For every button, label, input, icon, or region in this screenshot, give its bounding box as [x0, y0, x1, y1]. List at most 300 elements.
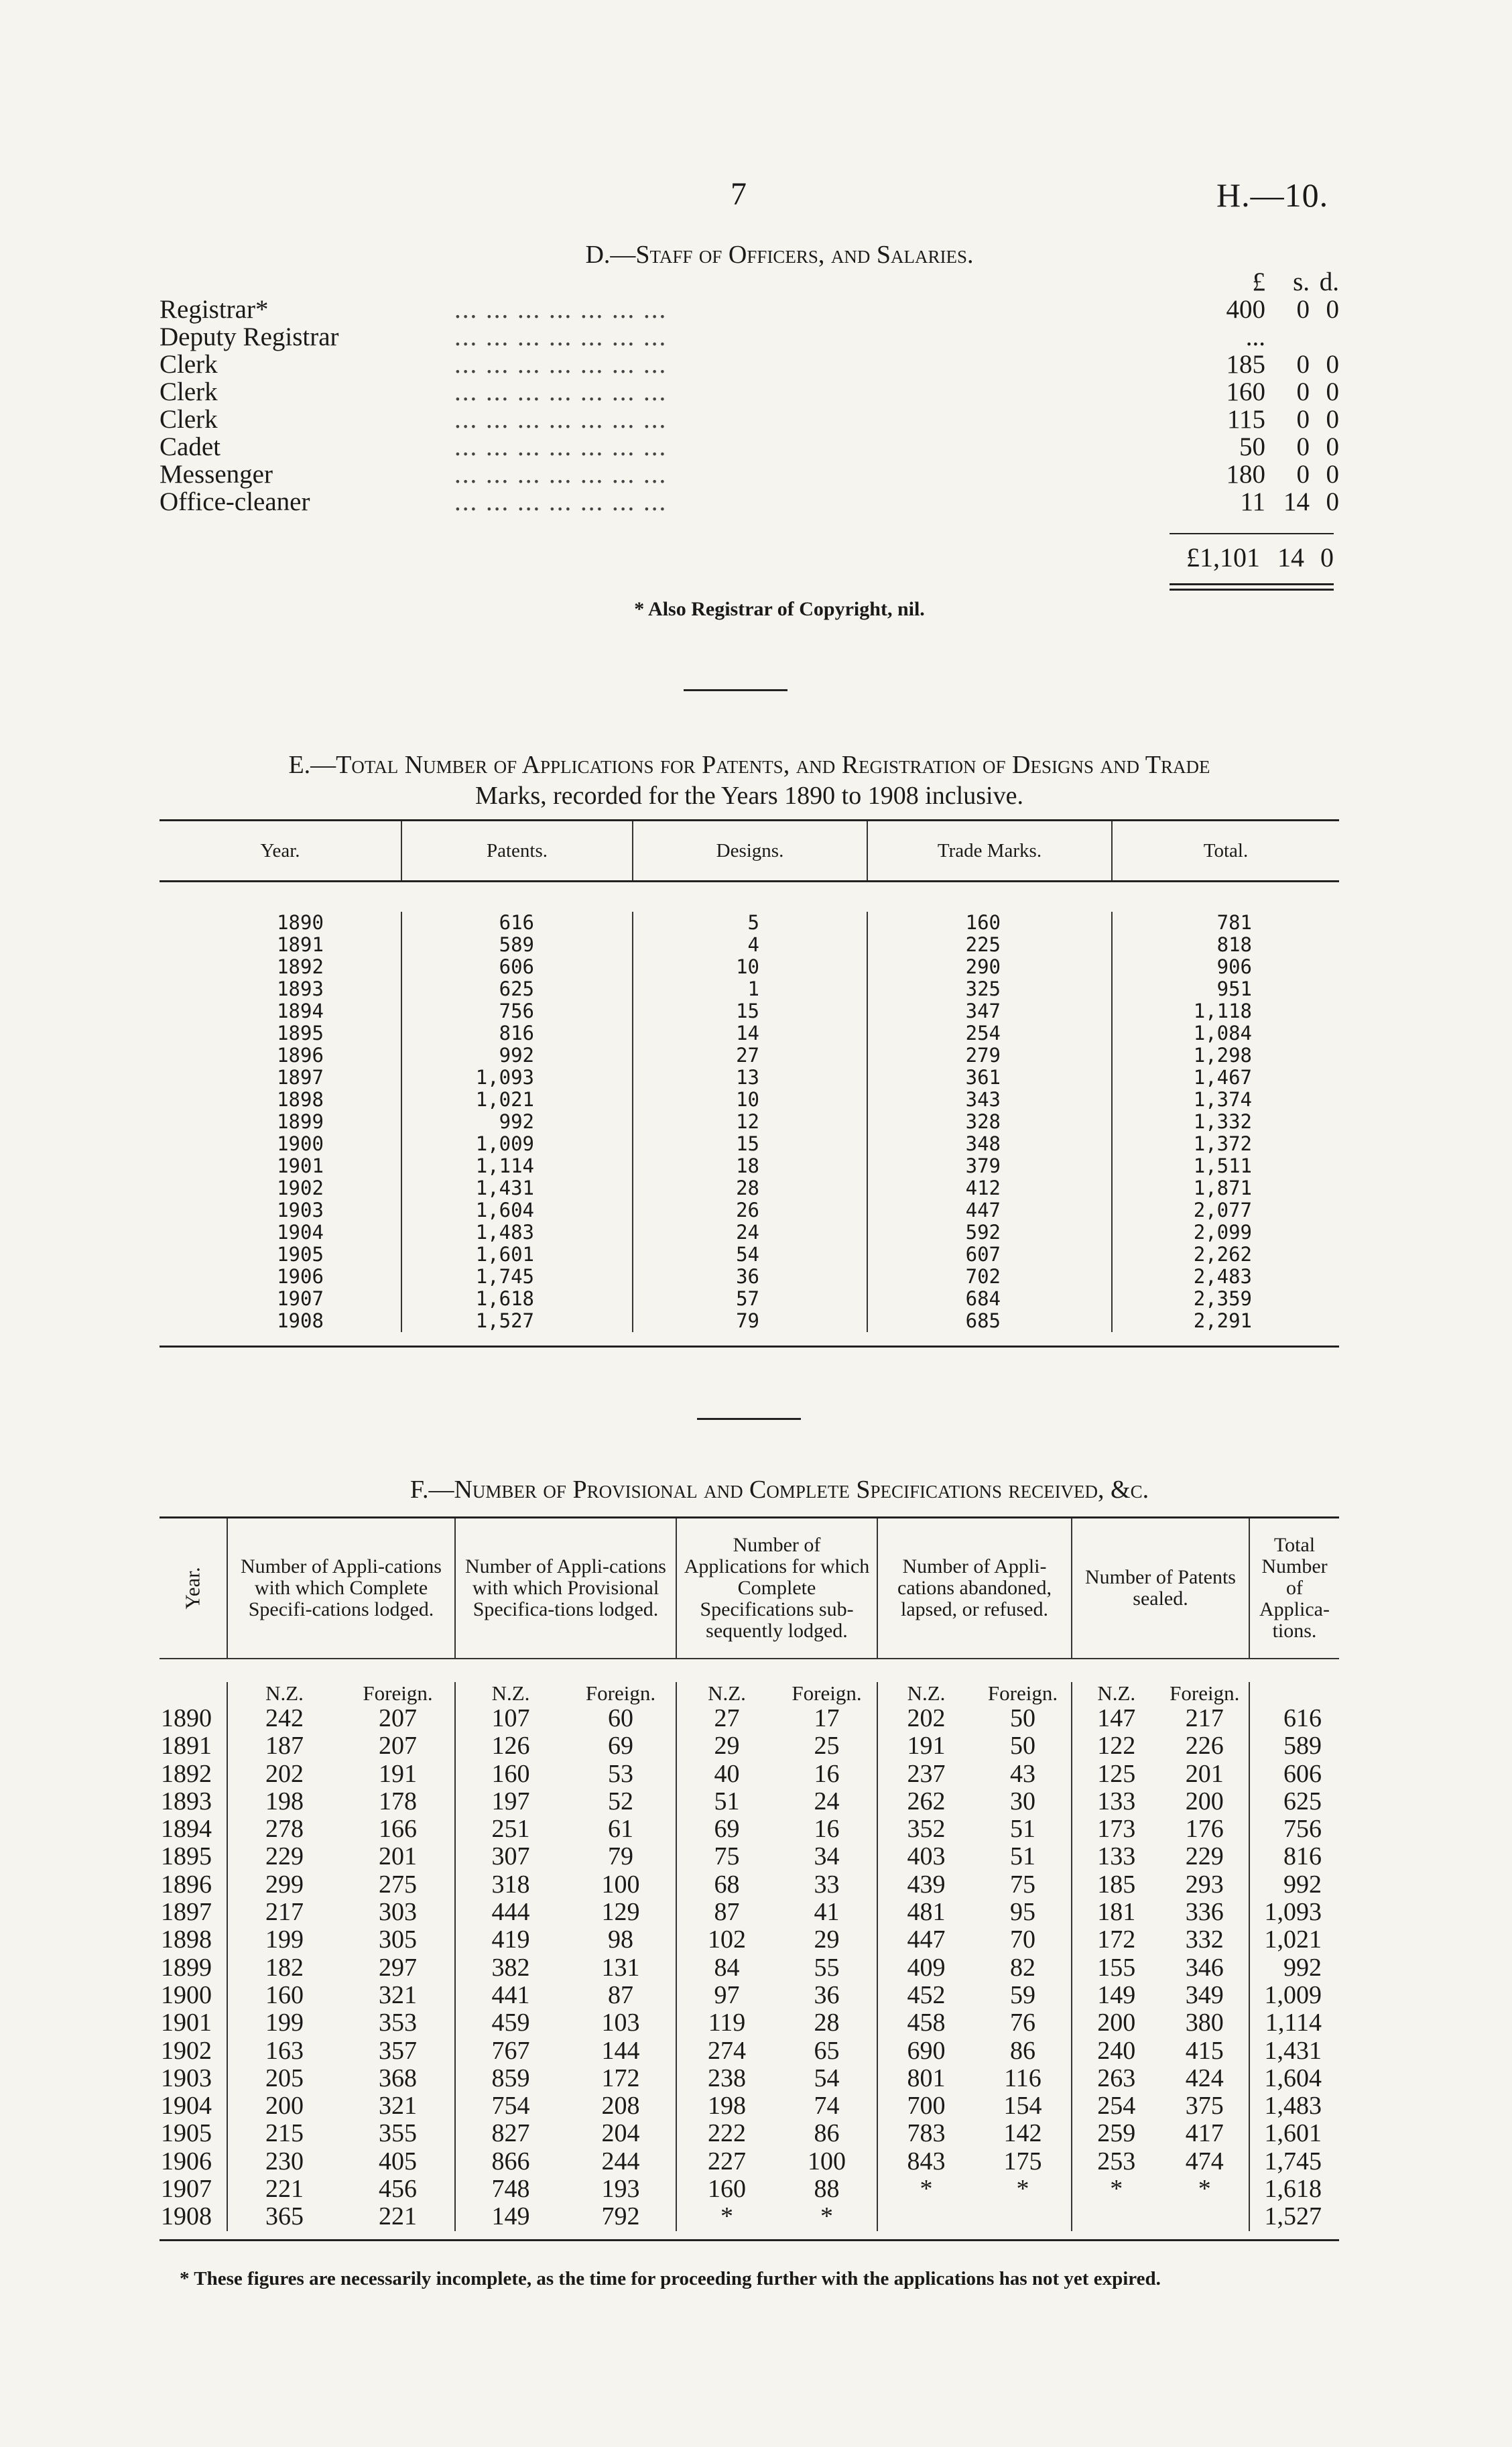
staff-row	[160, 487, 1339, 514]
sealed-foreign-cell: 380	[1185, 2009, 1224, 2037]
total-double-rule	[1170, 583, 1334, 591]
total-cell: 1,483	[1264, 2092, 1322, 2121]
abandoned-nz-cell: 439	[907, 1870, 946, 1899]
patents-cell: 589	[499, 933, 534, 956]
subsequent-foreign-cell: 54	[814, 2064, 840, 2092]
staff-row	[160, 322, 1339, 349]
year-cell: 1896	[277, 1044, 324, 1067]
staff-title: Clerk	[160, 377, 218, 406]
subsequent-foreign-cell: 36	[814, 1980, 840, 2009]
abandoned-nz-cell: 783	[907, 2119, 946, 2148]
year-cell: 1897	[277, 1066, 324, 1089]
leader-dots: ... ... ... ... ... ... ...	[454, 322, 668, 351]
total-cell: 1,332	[1193, 1110, 1252, 1133]
complete-nz-cell: 217	[265, 1898, 304, 1927]
complete-nz-cell: 160	[265, 1980, 304, 2009]
subsequent-foreign-cell: 33	[814, 1870, 840, 1899]
staff-row	[160, 377, 1339, 404]
complete-nz-cell: 205	[265, 2064, 304, 2092]
sealed-foreign-cell: 424	[1185, 2064, 1224, 2092]
total-cell: 1,527	[1264, 2202, 1322, 2231]
patents-cell: 1,009	[475, 1132, 534, 1155]
sealed-nz-cell: 149	[1097, 1980, 1136, 2009]
trade-marks-cell: 592	[965, 1221, 1001, 1244]
staff-title: Deputy Registrar	[160, 322, 339, 351]
total-cell: 2,077	[1193, 1199, 1252, 1221]
salary-shillings: 14	[1283, 487, 1310, 516]
designs-cell: 36	[736, 1265, 759, 1288]
trade-marks-column-header: Trade Marks.	[867, 821, 1111, 880]
leader-dots: ... ... ... ... ... ... ...	[454, 405, 668, 434]
complete-nz-cell: 230	[265, 2147, 304, 2175]
nz-subheader: N.Z.	[491, 1681, 530, 1705]
complete-foreign-cell: 275	[379, 1870, 417, 1899]
salary-shillings: 0	[1296, 460, 1310, 489]
designs-cell: 79	[736, 1309, 759, 1332]
year-column	[160, 1682, 227, 2231]
foreign-subheader: Foreign.	[987, 1681, 1058, 1705]
abandoned-nz-cell: 403	[907, 1842, 946, 1871]
trade-marks-cell: 225	[965, 933, 1001, 956]
provisional-foreign-cell: 79	[608, 1842, 633, 1871]
year-cell: 1891	[161, 1732, 212, 1760]
year-column-header: Year.	[180, 1567, 204, 1610]
salary-pounds: 115	[1226, 405, 1265, 434]
staff-title: Cadet	[160, 432, 220, 461]
patents-cell: 1,601	[475, 1243, 534, 1266]
total-pounds: £1,101	[1186, 542, 1260, 573]
staff-title: Clerk	[160, 405, 218, 434]
provisional-foreign-cell: 131	[601, 1953, 640, 1982]
trade-marks-cell: 702	[965, 1265, 1001, 1288]
staff-row	[160, 459, 1339, 487]
sealed-column	[1071, 1682, 1249, 2231]
designs-cell: 12	[736, 1110, 759, 1133]
staff-row	[160, 404, 1339, 432]
total-column-header: Total Number of Applica-tions.	[1249, 1518, 1339, 1658]
year-cell: 1896	[161, 1870, 212, 1899]
abandoned-foreign-cell: 50	[1010, 1704, 1035, 1732]
trade-marks-cell: 160	[965, 911, 1001, 934]
abandoned-nz-cell: 237	[907, 1759, 946, 1788]
year-cell: 1894	[277, 1000, 324, 1022]
sealed-nz-cell: 200	[1097, 2009, 1136, 2037]
complete-foreign-cell: 166	[379, 1815, 417, 1844]
subsequent-foreign-cell: 74	[814, 2092, 840, 2121]
abandoned-nz-cell: 352	[907, 1815, 946, 1844]
provisional-foreign-cell: 208	[601, 2092, 640, 2121]
total-cell: 992	[1283, 1870, 1322, 1899]
total-cell: 1,372	[1193, 1132, 1252, 1155]
provisional-foreign-cell: 53	[608, 1759, 633, 1788]
abandoned-foreign-cell: 30	[1010, 1787, 1035, 1815]
designs-cell: 4	[747, 933, 759, 956]
subsequent-nz-cell: 97	[714, 1980, 740, 2009]
abandoned-foreign-cell: 86	[1010, 2036, 1035, 2065]
subsequent-foreign-cell: 24	[814, 1787, 840, 1815]
complete-foreign-cell: 321	[379, 2092, 417, 2121]
provisional-foreign-cell: 100	[601, 1870, 640, 1899]
subsequent-nz-cell: 198	[708, 2092, 746, 2121]
total-column-header: Total.	[1111, 821, 1339, 880]
total-cell: 1,745	[1264, 2147, 1322, 2175]
complete-nz-cell: 199	[265, 1925, 304, 1954]
salary-pence: 0	[1326, 405, 1339, 434]
designs-cell: 54	[736, 1243, 759, 1266]
total-cell: 2,291	[1193, 1309, 1252, 1332]
provisional-foreign-cell: 244	[601, 2147, 640, 2175]
total-cell: 1,114	[1265, 2009, 1322, 2037]
applications-title	[160, 750, 1339, 811]
complete-foreign-cell: 353	[379, 2009, 417, 2037]
provisional-nz-cell: 767	[491, 2036, 530, 2065]
year-cell: 1893	[161, 1787, 212, 1815]
salary-pence: 0	[1326, 350, 1339, 379]
year-cell: 1906	[277, 1265, 324, 1288]
total-cell: 1,118	[1193, 1000, 1252, 1022]
subsequent-nz-cell: 40	[714, 1759, 740, 1788]
abandoned-nz-cell: 700	[907, 2092, 946, 2121]
provisional-nz-cell: 859	[491, 2064, 530, 2092]
subsequent-foreign-cell: 16	[814, 1815, 840, 1844]
sealed-foreign-cell: 217	[1185, 1704, 1224, 1732]
provisional-foreign-cell: 61	[608, 1815, 633, 1844]
year-cell: 1904	[277, 1221, 324, 1244]
provisional-foreign-cell: 144	[601, 2036, 640, 2065]
complete-nz-cell: 182	[265, 1953, 304, 1982]
total-cell: 1,374	[1193, 1088, 1252, 1111]
abandoned-foreign-cell: 76	[1010, 2009, 1035, 2037]
patents-cell: 1,021	[475, 1088, 534, 1111]
sealed-foreign-cell: 349	[1185, 1980, 1224, 2009]
total-cell: 1,009	[1264, 1980, 1322, 2009]
subsequent-nz-cell: 102	[708, 1925, 746, 1954]
sealed-column-header: Number of Patents sealed.	[1071, 1518, 1249, 1658]
year-cell: 1895	[277, 1022, 324, 1045]
provisional-foreign-cell: 52	[608, 1787, 633, 1815]
patents-cell: 1,114	[475, 1154, 534, 1177]
complete-nz-cell: 221	[265, 2175, 304, 2204]
complete-nz-cell: 229	[265, 1842, 304, 1871]
patents-cell: 992	[499, 1044, 534, 1067]
total-cell: 781	[1216, 911, 1252, 934]
patents-cell: 816	[499, 1022, 534, 1045]
sealed-nz-cell: 240	[1097, 2036, 1136, 2065]
sealed-foreign-cell: 346	[1185, 1953, 1224, 1982]
salary-shillings: 0	[1296, 405, 1310, 434]
total-cell: 951	[1216, 977, 1252, 1000]
provisional-nz-cell: 754	[491, 2092, 530, 2121]
total-pence: 0	[1320, 542, 1334, 573]
total-cell: 1,431	[1264, 2036, 1322, 2065]
sealed-nz-cell: 254	[1097, 2092, 1136, 2121]
specifications-table	[160, 1516, 1339, 2241]
patents-cell: 606	[499, 955, 534, 978]
abandoned-foreign-cell: 175	[1003, 2147, 1042, 2175]
patents-cell: 1,745	[475, 1265, 534, 1288]
salary-pounds: 180	[1226, 460, 1265, 489]
specifications-footnote: * These figures are necessarily incomplete, as the time for proceeding further with the applications has not yet expired.	[180, 2268, 1161, 2289]
subsequent-nz-cell: *	[720, 2202, 733, 2231]
staff-row	[160, 432, 1339, 459]
complete-foreign-cell: 368	[379, 2064, 417, 2092]
trade-marks-cell: 685	[965, 1309, 1001, 1332]
staff-title: Office-cleaner	[160, 487, 310, 516]
provisional-foreign-cell: 172	[601, 2064, 640, 2092]
complete-foreign-cell: 297	[379, 1953, 417, 1982]
patents-cell: 992	[499, 1110, 534, 1133]
complete-nz-cell: 198	[265, 1787, 304, 1815]
complete-foreign-cell: 207	[379, 1732, 417, 1760]
leader-dots: ... ... ... ... ... ... ...	[454, 377, 668, 406]
total-cell: 2,099	[1193, 1221, 1252, 1244]
provisional-nz-cell: 866	[491, 2147, 530, 2175]
abandoned-nz-cell: 202	[907, 1704, 946, 1732]
designs-cell: 26	[736, 1199, 759, 1221]
year-cell: 1895	[161, 1842, 212, 1871]
total-cell: 1,601	[1264, 2119, 1322, 2148]
applications-table-header	[160, 819, 1339, 882]
subsequent-foreign-cell: *	[820, 2202, 833, 2231]
trade-marks-cell: 328	[965, 1110, 1001, 1133]
staff-title: Registrar*	[160, 295, 269, 324]
subsequent-nz-cell: 222	[708, 2119, 746, 2148]
complete-foreign-cell: 305	[379, 1925, 417, 1954]
salary-pounds: 160	[1226, 377, 1265, 406]
provisional-nz-cell: 444	[491, 1898, 530, 1927]
sealed-foreign-cell: 201	[1185, 1759, 1224, 1788]
total-cell: 1,871	[1193, 1177, 1252, 1199]
sealed-nz-cell: *	[1110, 2175, 1123, 2204]
patents-cell: 1,483	[475, 1221, 534, 1244]
total-cell: 816	[1283, 1842, 1322, 1871]
staff-row	[160, 294, 1339, 322]
provisional-nz-cell: 107	[491, 1704, 530, 1732]
patents-cell: 625	[499, 977, 534, 1000]
abandoned-foreign-cell: 59	[1010, 1980, 1035, 2009]
designs-cell: 10	[736, 1088, 759, 1111]
complete-nz-cell: 365	[265, 2202, 304, 2231]
leader-dots: ... ... ... ... ... ... ...	[454, 460, 668, 489]
specifications-table-header	[160, 1518, 1339, 1658]
trade-marks-cell: 347	[965, 1000, 1001, 1022]
document-reference: H.—10.	[1216, 176, 1329, 214]
provisional-nz-cell: 459	[491, 2009, 530, 2037]
provisional-column-header: Number of Appli-cations with which Provisional Specifica-tions lodged.	[454, 1518, 676, 1658]
provisional-nz-cell: 318	[491, 1870, 530, 1899]
designs-cell: 28	[736, 1177, 759, 1199]
trade-marks-cell: 447	[965, 1199, 1001, 1221]
sealed-foreign-cell: 375	[1185, 2092, 1224, 2121]
complete-nz-cell: 299	[265, 1870, 304, 1899]
trade-marks-cell: 290	[965, 955, 1001, 978]
trade-marks-cell: 348	[965, 1132, 1001, 1155]
complete-nz-cell: 278	[265, 1815, 304, 1844]
year-cell: 1907	[277, 1287, 324, 1310]
year-cell: 1907	[161, 2175, 212, 2204]
sealed-nz-cell	[1072, 2203, 1161, 2230]
abandoned-foreign-cell: *	[1016, 2175, 1029, 2204]
sealed-nz-cell: 122	[1097, 1732, 1136, 1760]
year-column-header: Year.	[260, 839, 300, 861]
trade-marks-cell: 254	[965, 1022, 1001, 1045]
subsequent-foreign-cell: 34	[814, 1842, 840, 1871]
year-cell: 1890	[161, 1704, 212, 1732]
abandoned-nz-cell: 191	[907, 1732, 946, 1760]
complete-nz-cell: 163	[265, 2036, 304, 2065]
abandoned-foreign-cell: 142	[1003, 2119, 1042, 2148]
provisional-foreign-cell: 98	[608, 1925, 633, 1954]
total-cell: 606	[1283, 1759, 1322, 1788]
subsequent-nz-cell: 29	[714, 1732, 740, 1760]
applications-title-line2: Marks, recorded for the Years 1890 to 1908 inclusive.	[475, 782, 1023, 810]
total-cell: 1,021	[1264, 1925, 1322, 1954]
total-cell: 1,511	[1193, 1154, 1252, 1177]
complete-nz-cell: 187	[265, 1732, 304, 1760]
subsequent-foreign-cell: 65	[814, 2036, 840, 2065]
provisional-nz-cell: 748	[491, 2175, 530, 2204]
subsequent-nz-cell: 160	[708, 2175, 746, 2204]
abandoned-nz-cell: 843	[907, 2147, 946, 2175]
staff-footnote: * Also Registrar of Copyright, nil.	[634, 598, 925, 620]
year-cell: 1894	[161, 1815, 212, 1844]
sealed-nz-cell: 125	[1097, 1759, 1136, 1788]
complete-foreign-cell: 456	[379, 2175, 417, 2204]
subsequent-nz-cell: 274	[708, 2036, 746, 2065]
staff-title: Clerk	[160, 350, 218, 379]
salary-pence: 0	[1326, 432, 1339, 461]
patents-column-header: Patents.	[401, 821, 632, 880]
complete-foreign-cell: 355	[379, 2119, 417, 2148]
sealed-foreign-cell: 229	[1185, 1842, 1224, 1871]
designs-column	[632, 912, 867, 1332]
abandoned-foreign-cell: 116	[1004, 2064, 1042, 2092]
salary-shillings: 0	[1296, 432, 1310, 461]
salary-shillings: 0	[1296, 295, 1310, 324]
abandoned-nz-cell: 409	[907, 1953, 946, 1982]
salary-pounds: ...	[1245, 322, 1265, 351]
subsequent-nz-cell: 27	[714, 1704, 740, 1732]
year-column	[160, 912, 401, 1332]
complete-nz-cell: 242	[265, 1704, 304, 1732]
complete-nz-cell: 200	[265, 2092, 304, 2121]
year-cell: 1903	[161, 2064, 212, 2092]
total-cell: 2,359	[1193, 1287, 1252, 1310]
complete-foreign-cell: 178	[379, 1787, 417, 1815]
sealed-foreign-cell: 332	[1185, 1925, 1224, 1954]
trade-marks-cell: 325	[965, 977, 1001, 1000]
subsequent-foreign-cell: 86	[814, 2119, 840, 2148]
total-cell: 1,604	[1264, 2064, 1322, 2092]
sealed-foreign-cell	[1161, 2203, 1249, 2230]
currency-header-row	[160, 267, 1339, 294]
trade-marks-column	[867, 912, 1111, 1332]
year-cell: 1908	[277, 1309, 324, 1332]
year-cell: 1897	[161, 1898, 212, 1927]
total-cell: 756	[1283, 1815, 1322, 1844]
year-cell: 1892	[277, 955, 324, 978]
sealed-foreign-cell: *	[1198, 2175, 1211, 2204]
provisional-nz-cell: 160	[491, 1759, 530, 1788]
provisional-column	[454, 1682, 676, 2231]
sealed-nz-cell: 133	[1097, 1787, 1136, 1815]
complete-nz-cell: 199	[265, 2009, 304, 2037]
total-shillings: 14	[1277, 542, 1304, 573]
specifications-table-body	[160, 1658, 1339, 2239]
complete-column-header: Number of Appli-cations with which Complete Specifi-cations lodged.	[227, 1518, 454, 1658]
provisional-nz-cell: 307	[491, 1842, 530, 1871]
abandoned-nz-cell: 801	[907, 2064, 946, 2092]
nz-subheader: N.Z.	[708, 1681, 746, 1705]
staff-row	[160, 349, 1339, 377]
total-cell: 1,298	[1193, 1044, 1252, 1067]
subsequent-nz-cell: 227	[708, 2147, 746, 2175]
abandoned-foreign-cell: 154	[1003, 2092, 1042, 2121]
designs-cell: 1	[747, 977, 759, 1000]
subsequent-nz-cell: 68	[714, 1870, 740, 1899]
complete-foreign-cell: 221	[379, 2202, 417, 2231]
year-cell: 1898	[277, 1088, 324, 1111]
trade-marks-cell: 412	[965, 1177, 1001, 1199]
sealed-nz-cell: 172	[1097, 1925, 1136, 1954]
sealed-foreign-cell: 200	[1185, 1787, 1224, 1815]
total-column	[1249, 1682, 1339, 2231]
abandoned-foreign-cell: 43	[1010, 1759, 1035, 1788]
total-cell: 992	[1283, 1953, 1322, 1982]
complete-foreign-cell: 357	[379, 2036, 417, 2065]
trade-marks-cell: 684	[965, 1287, 1001, 1310]
provisional-foreign-cell: 87	[608, 1980, 633, 2009]
abandoned-nz-cell: 262	[907, 1787, 946, 1815]
provisional-nz-cell: 441	[491, 1980, 530, 2009]
patents-column	[401, 912, 632, 1332]
abandoned-nz-cell: 481	[907, 1898, 946, 1927]
provisional-foreign-cell: 193	[601, 2175, 640, 2204]
year-cell: 1905	[161, 2119, 212, 2148]
total-cell: 589	[1283, 1732, 1322, 1760]
year-cell: 1900	[161, 1980, 212, 2009]
complete-foreign-cell: 321	[379, 1980, 417, 2009]
year-cell: 1898	[161, 1925, 212, 1954]
sealed-nz-cell: 259	[1097, 2119, 1136, 2148]
applications-title-line1: E.—Total Number of Applications for Patents, and Registration of Designs and Trade	[288, 751, 1210, 779]
trade-marks-cell: 361	[965, 1066, 1001, 1089]
pence-header: d.	[1319, 267, 1339, 296]
leader-dots: ... ... ... ... ... ... ...	[454, 432, 668, 461]
abandoned-nz-cell: 447	[907, 1925, 946, 1954]
designs-cell: 15	[736, 1132, 759, 1155]
salary-shillings: 0	[1296, 350, 1310, 379]
provisional-nz-cell: 251	[491, 1815, 530, 1844]
subsequent-foreign-cell: 25	[814, 1732, 840, 1760]
abandoned-foreign-cell: 95	[1010, 1898, 1035, 1927]
year-cell: 1908	[161, 2202, 212, 2231]
complete-column	[227, 1682, 454, 2231]
nz-subheader: N.Z.	[265, 1681, 304, 1705]
provisional-foreign-cell: 792	[601, 2202, 640, 2231]
abandoned-foreign-cell: 70	[1010, 1925, 1035, 1954]
nz-subheader: N.Z.	[1097, 1681, 1136, 1705]
salary-pounds: 50	[1239, 432, 1265, 461]
salary-pounds: 400	[1226, 295, 1265, 324]
trade-marks-cell: 379	[965, 1154, 1001, 1177]
salary-pence: 0	[1326, 295, 1339, 324]
designs-cell: 15	[736, 1000, 759, 1022]
year-cell: 1892	[161, 1759, 212, 1788]
subsequent-foreign-cell: 28	[814, 2009, 840, 2037]
salaries-total	[1159, 542, 1334, 571]
complete-foreign-cell: 201	[379, 1842, 417, 1871]
